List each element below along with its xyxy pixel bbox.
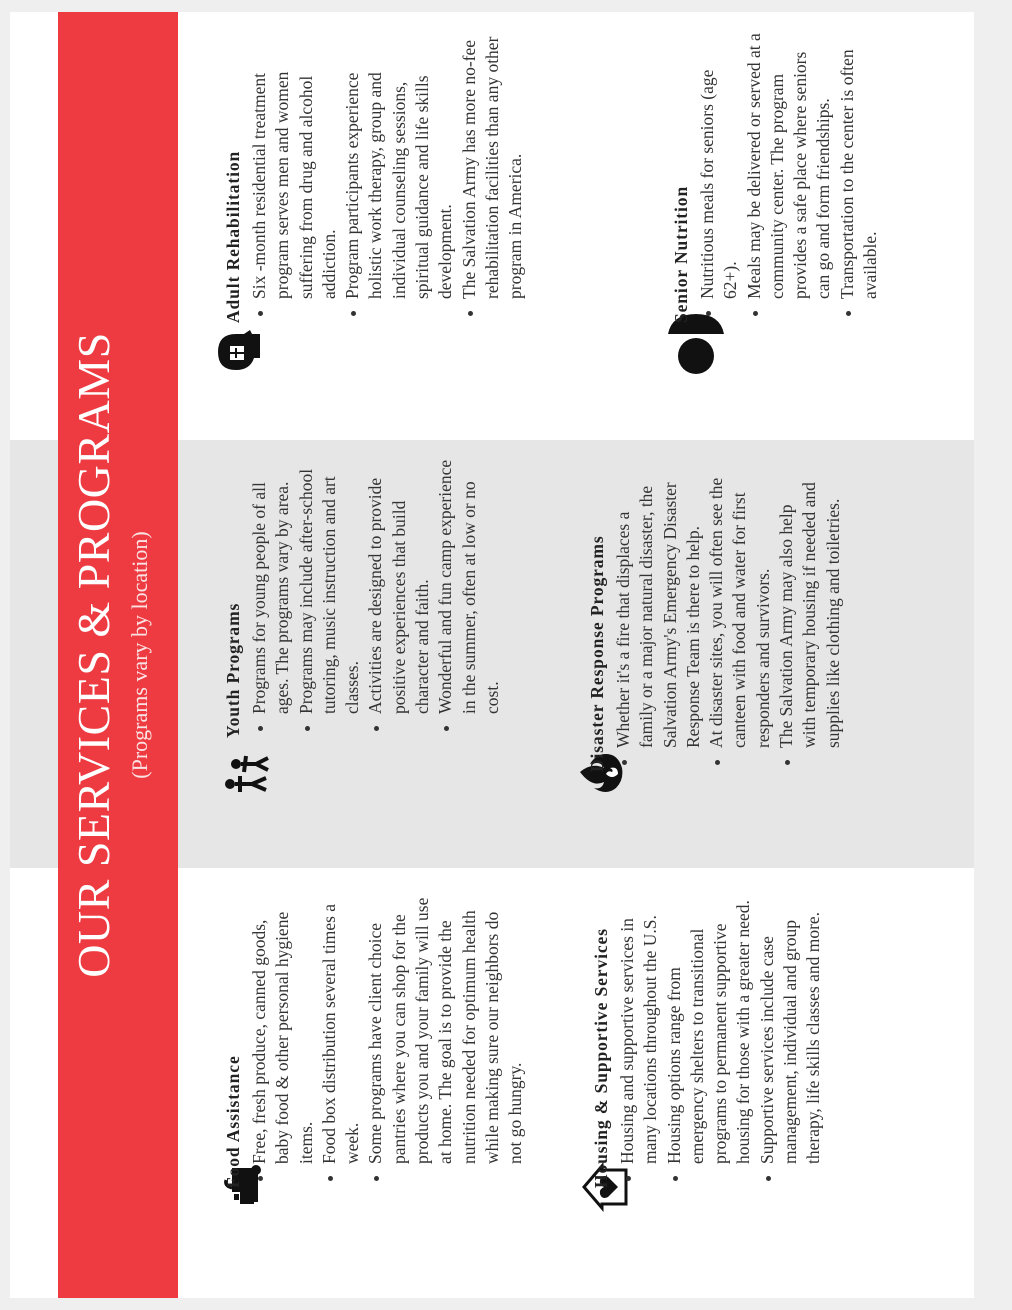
list-item: • The Salvation Army has more no-fee rehabilitation facilities than any other program in America. [458,29,528,299]
list-item: • Some programs have client choice pantries where you can shop for the products you and your family will use at home. The goal is to provide the nutrition needed for optimum health while making sure our neighbors do not go hungry. [364,888,527,1164]
rotated-content [10,12,974,1298]
list-item: • At disaster sites, you will often see the canteen with food and water for first responders and survivors. [705,472,775,748]
list-item: • Transportation to the center is often available. [836,29,883,299]
bullet-list [696,29,882,323]
page-title: OUR SERVICES & PROGRAMS [68,332,119,978]
section-disaster-response [586,472,845,772]
kids-playing-icon [222,748,272,798]
bullet-list [616,888,826,1188]
list-item: • Free, fresh produce, canned goods, baby food & other personal hygiene items. [248,888,318,1164]
section-youth-programs [222,452,504,738]
list-item: • Six -month residential treatment program serves men and women suffering from drug and alcohol addiction. [248,29,341,299]
bullet-list [248,29,528,323]
section-senior-nutrition [670,29,882,323]
bullet-list [248,452,504,738]
list-item: • Nutritious meals for seniors (age 62+). [696,29,743,299]
list-item: • Meals may be delivered or served at a community center. The program provides a safe place where seniors can go and form friendships. [743,29,836,299]
list-item: • Housing and supportive services in many locations throughout the U.S. [616,888,663,1164]
title-banner [58,12,178,1298]
section-heading: Youth Programs [223,602,243,738]
section-food-assistance [222,888,528,1188]
list-item: • Programs for young people of all ages. The programs vary by area. [248,452,295,714]
section-heading: Adult Rehabilitation [223,150,243,323]
head-recovery-icon [214,328,264,378]
bullet-list [248,888,528,1188]
list-item: • Program participants experience holistic work therapy, group and individual counseling sessions, spiritual guidance and life skills development. [341,29,457,299]
list-item: • Food box distribution several times a week. [318,888,365,1164]
section-adult-rehabilitation [222,29,528,323]
list-item: • Wonderful and fun camp experience in the summer, often at low or no cost. [434,452,504,714]
list-item: • Supportive services include case management, individual and group therapy, life skills classes and more. [756,888,826,1164]
section-housing [590,888,826,1188]
section-heading: Senior Nutrition [671,185,691,323]
list-item: • The Salvation Army may also help with temporary housing if needed and supplies like clothing and toiletries. [775,472,845,748]
section-heading: Food Assistance [223,1055,243,1188]
bullet-list [612,472,845,772]
list-item: • Whether it's a fire that displaces a family or a major natural disaster, the Salvation Army's Emergency Disaster Response Team is there to help. [612,472,705,748]
page-subtitle: (Programs vary by location) [127,531,152,779]
section-heading: Housing & Supportive Services [591,928,611,1188]
list-item: • Programs may include after-school tutoring, music instruction and art classes. [295,452,365,714]
list-item: • Housing options range from emergency shelters to transitional programs to permanent supportive housing for those with a greater need. [663,888,756,1164]
section-heading: Disaster Response Programs [587,535,607,772]
list-item: • Activities are designed to provide positive experiences that build character and faith. [364,452,434,714]
brochure-page [10,12,974,1298]
